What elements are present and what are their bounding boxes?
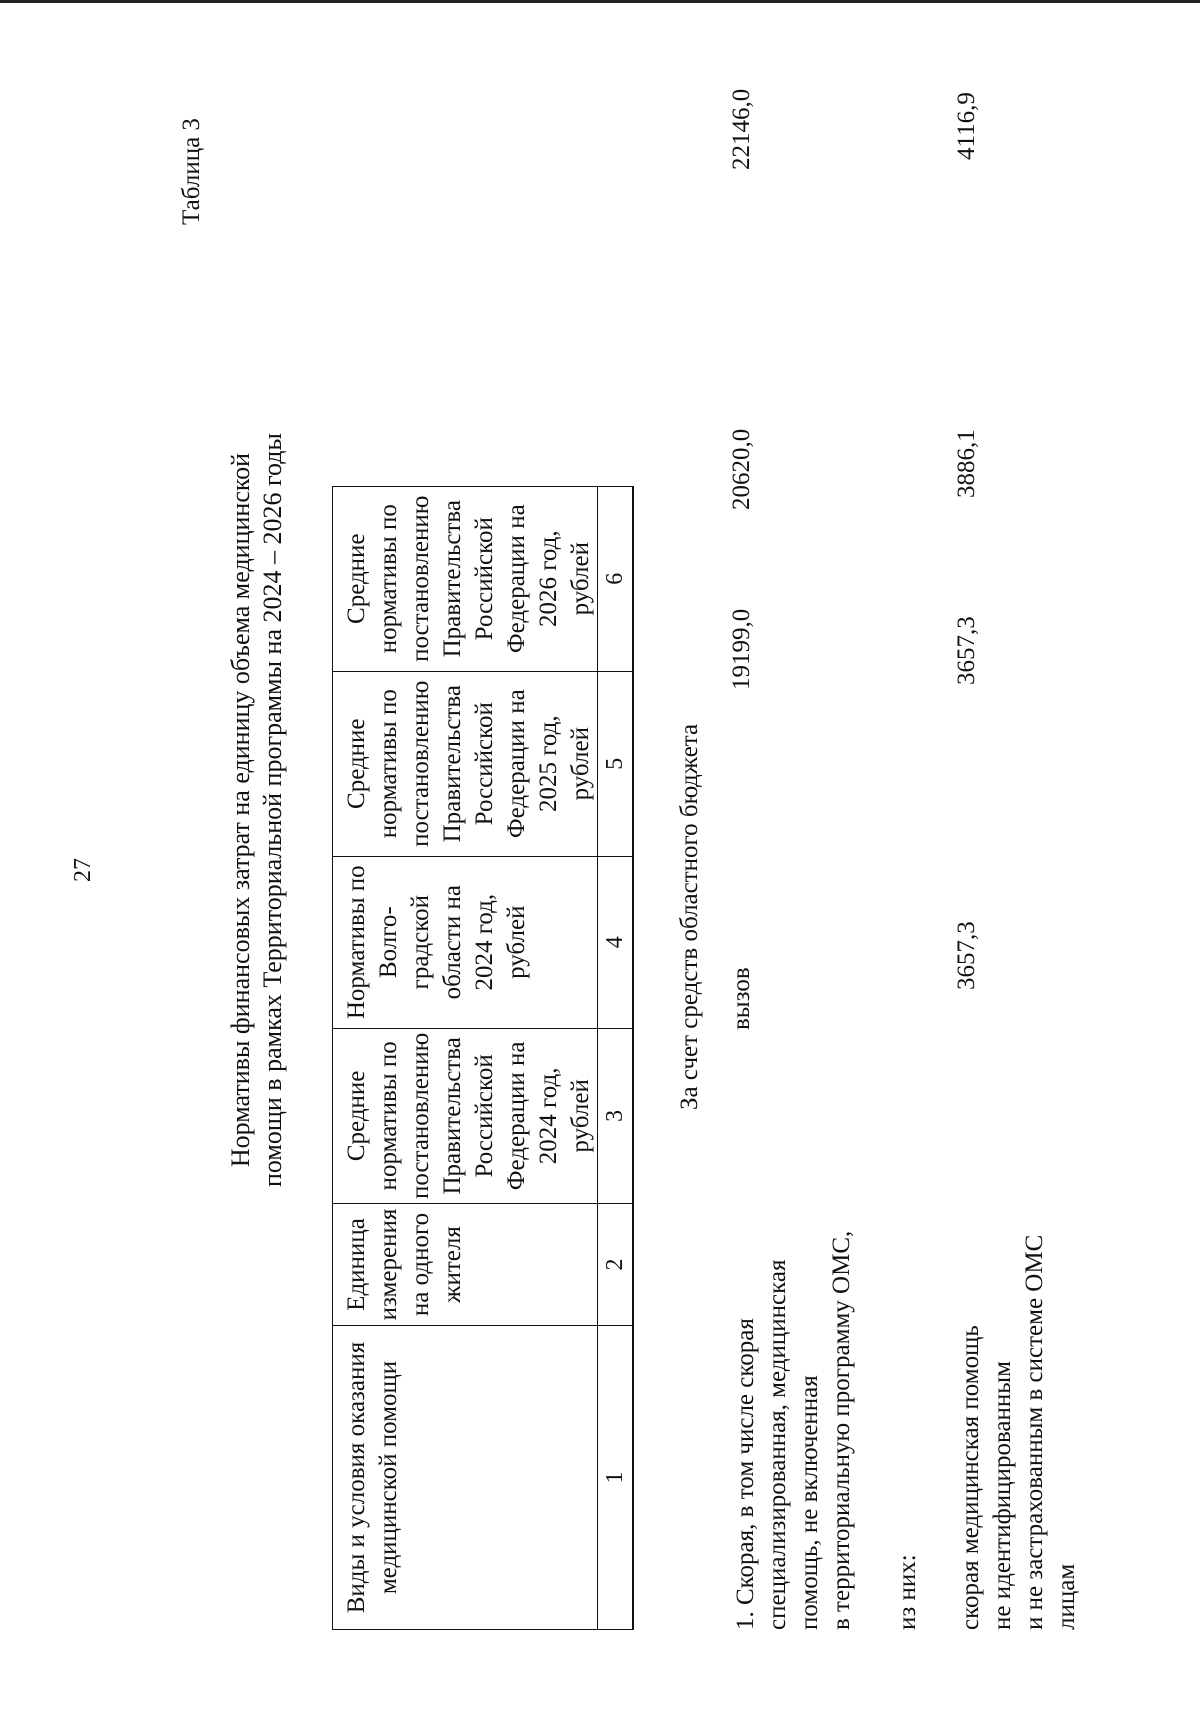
row-1-label-line: помощь, не включенная bbox=[796, 1375, 823, 1630]
column-number-2: 2 bbox=[598, 1204, 634, 1326]
header-col-3: Средние нормативы по постановлению Правительства Российской Федерации на 2024 год, рублей bbox=[333, 1028, 598, 1203]
row-2-col-6: 4116,9 bbox=[953, 92, 980, 160]
row-2-col-4: 3657,3 bbox=[953, 616, 980, 685]
row-1-label-line: в территориальную программу ОМС, bbox=[828, 1230, 855, 1630]
header-col-4: Нормативы по Волго-градской области на 2024 год, рублей bbox=[333, 856, 598, 1028]
row-2-label-line: лицам bbox=[1053, 1563, 1080, 1630]
row-2-label-line: и не застрахованным в системе ОМС bbox=[1021, 1234, 1048, 1630]
subitems-label: из них: bbox=[894, 1554, 921, 1630]
column-number-3: 3 bbox=[598, 1028, 634, 1203]
table-caption: Таблица 3 bbox=[178, 118, 205, 225]
title-line-1: Нормативы финансовых затрат на единицу объема медицинской bbox=[226, 452, 255, 1168]
row-2-label-line: не идентифицированным bbox=[989, 1361, 1016, 1630]
row-1-col-6: 22146,0 bbox=[728, 88, 755, 170]
document-title bbox=[225, 210, 289, 1410]
column-number-4: 4 bbox=[598, 856, 634, 1028]
row-1-col-5: 20620,0 bbox=[728, 428, 755, 510]
row-2-col-5: 3886,1 bbox=[953, 429, 980, 498]
header-col-6: Средние нормативы по постановлению Правительства Российской Федерации на 2026 год, рублей bbox=[333, 486, 598, 671]
row-2-label-line: скорая медицинская помощь bbox=[957, 1325, 984, 1630]
header-col-1: Виды и условия оказания медицинской помощи bbox=[333, 1326, 598, 1630]
row-2-label bbox=[955, 1235, 1083, 1630]
row-1-label bbox=[730, 1231, 858, 1630]
row-1-unit: вызов bbox=[728, 967, 755, 1030]
table-header-row bbox=[333, 486, 598, 1629]
page-number: 27 bbox=[70, 858, 96, 882]
column-number-5: 5 bbox=[598, 671, 634, 856]
row-1-col-4: 19199,0 bbox=[728, 608, 755, 690]
row-1-label-line: специализированная, медицинская bbox=[764, 1259, 791, 1630]
title-line-2: помощи в рамках Территориальной программы на 2024 – 2026 годы bbox=[258, 433, 287, 1187]
norms-table bbox=[332, 486, 634, 1630]
header-col-2: Единица измерения на одного жителя bbox=[333, 1204, 598, 1326]
row-2-col-3: 3657,3 bbox=[953, 921, 980, 990]
column-number-1: 1 bbox=[598, 1326, 634, 1630]
column-number-row bbox=[598, 486, 634, 1629]
header-col-5: Средние нормативы по постановлению Правительства Российской Федерации на 2025 год, рублей bbox=[333, 671, 598, 856]
row-1-label-line: 1. Скорая, в том числе скорая bbox=[732, 1318, 759, 1630]
column-number-6: 6 bbox=[598, 486, 634, 671]
section-title: За счет средств областного бюджета bbox=[676, 723, 703, 1110]
